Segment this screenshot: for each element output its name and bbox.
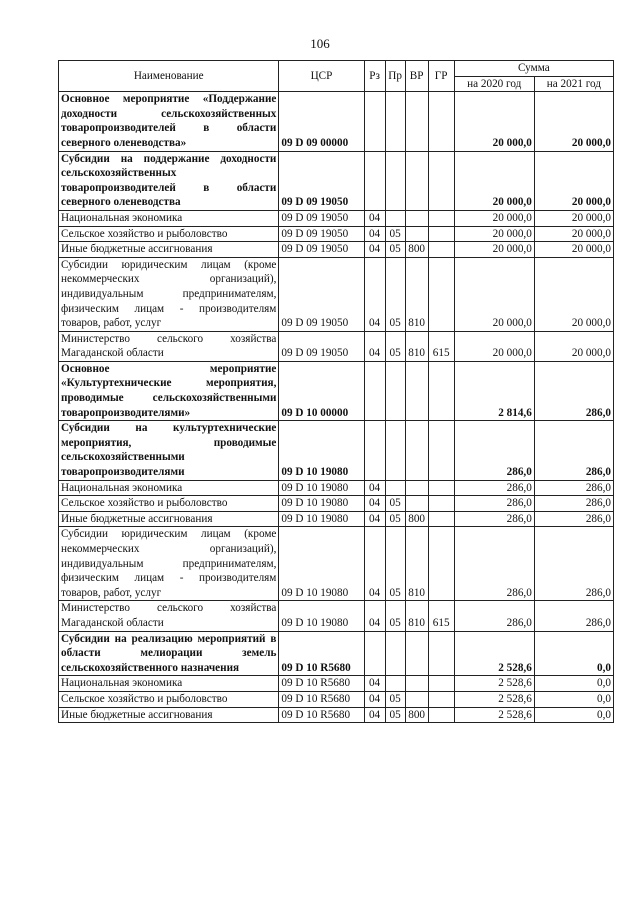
row-amount-2021: 286,0	[534, 496, 613, 512]
header-vr: ВР	[405, 61, 428, 92]
row-csr-code: 09 D 10 19080	[279, 511, 364, 527]
row-amount-2020: 20 000,0	[454, 226, 534, 242]
row-name-cell: Национальная экономика	[59, 210, 279, 226]
row-gr-code	[428, 480, 454, 496]
row-rz-code	[364, 151, 385, 210]
row-amount-2020: 20 000,0	[454, 331, 534, 361]
row-vr-code	[405, 226, 428, 242]
table-row	[59, 676, 614, 692]
row-rz-code: 04	[364, 242, 385, 258]
row-gr-code	[428, 421, 454, 480]
row-vr-code	[405, 421, 428, 480]
row-gr-code	[428, 707, 454, 723]
row-amount-2020: 2 528,6	[454, 691, 534, 707]
row-csr-code: 09 D 09 19050	[279, 151, 364, 210]
row-amount-2020: 286,0	[454, 421, 534, 480]
table-row	[59, 151, 614, 210]
table-row	[59, 601, 614, 631]
row-gr-code	[428, 210, 454, 226]
row-gr-code: 615	[428, 601, 454, 631]
header-sum: Сумма	[454, 61, 613, 77]
row-name-cell: Субсидии на культуртехнические мероприятия, проводимые сельскохозяйственными товаропроизводителями	[59, 421, 279, 480]
row-name-cell: Иные бюджетные ассигнования	[59, 707, 279, 723]
row-vr-code: 810	[405, 331, 428, 361]
row-vr-code: 810	[405, 601, 428, 631]
header-year-2020: на 2020 год	[454, 76, 534, 92]
row-amount-2020: 20 000,0	[454, 242, 534, 258]
row-amount-2020: 20 000,0	[454, 257, 534, 331]
row-csr-code: 09 D 10 19080	[279, 480, 364, 496]
row-csr-code: 09 D 10 00000	[279, 361, 364, 420]
row-rz-code	[364, 92, 385, 151]
row-csr-code: 09 D 09 19050	[279, 242, 364, 258]
row-amount-2021: 20 000,0	[534, 226, 613, 242]
row-amount-2020: 2 528,6	[454, 631, 534, 676]
row-vr-code	[405, 480, 428, 496]
row-vr-code: 810	[405, 527, 428, 601]
row-rz-code: 04	[364, 210, 385, 226]
row-gr-code	[428, 257, 454, 331]
row-csr-code: 09 D 09 19050	[279, 257, 364, 331]
header-year-2021: на 2021 год	[534, 76, 613, 92]
header-gr: ГР	[428, 61, 454, 92]
row-pr-code: 05	[385, 511, 405, 527]
row-amount-2020: 286,0	[454, 511, 534, 527]
row-gr-code	[428, 527, 454, 601]
table-row	[59, 511, 614, 527]
row-amount-2021: 286,0	[534, 480, 613, 496]
row-amount-2020: 286,0	[454, 480, 534, 496]
table-row	[59, 242, 614, 258]
row-rz-code: 04	[364, 676, 385, 692]
row-name-cell: Основное мероприятие «Поддержание доходности сельскохозяйственных товаропроизводителей в области северного оленеводства»	[59, 92, 279, 151]
row-gr-code	[428, 676, 454, 692]
row-name-cell: Сельское хозяйство и рыболовство	[59, 691, 279, 707]
row-vr-code	[405, 92, 428, 151]
table-row	[59, 257, 614, 331]
row-gr-code	[428, 92, 454, 151]
row-gr-code	[428, 226, 454, 242]
row-vr-code	[405, 496, 428, 512]
row-name-cell: Министерство сельского хозяйства Магаданской области	[59, 601, 279, 631]
row-pr-code: 05	[385, 707, 405, 723]
row-pr-code	[385, 92, 405, 151]
row-amount-2021: 20 000,0	[534, 331, 613, 361]
row-amount-2020: 20 000,0	[454, 92, 534, 151]
table-row	[59, 226, 614, 242]
row-gr-code	[428, 496, 454, 512]
row-amount-2021: 20 000,0	[534, 210, 613, 226]
row-amount-2021: 286,0	[534, 421, 613, 480]
row-amount-2021: 20 000,0	[534, 242, 613, 258]
row-name-cell: Основное мероприятие «Культуртехнические мероприятия, проводимые сельскохозяйственными товаропроизводителями»	[59, 361, 279, 420]
row-csr-code: 09 D 10 R5680	[279, 676, 364, 692]
row-amount-2021: 0,0	[534, 691, 613, 707]
row-rz-code: 04	[364, 496, 385, 512]
row-vr-code	[405, 691, 428, 707]
row-vr-code: 800	[405, 242, 428, 258]
row-rz-code: 04	[364, 691, 385, 707]
row-vr-code	[405, 210, 428, 226]
row-amount-2021: 0,0	[534, 676, 613, 692]
row-name-cell: Министерство сельского хозяйства Магаданской области	[59, 331, 279, 361]
row-amount-2021: 286,0	[534, 527, 613, 601]
page-number: 106	[310, 36, 330, 51]
row-pr-code: 05	[385, 601, 405, 631]
row-csr-code: 09 D 10 19080	[279, 601, 364, 631]
row-amount-2021: 0,0	[534, 707, 613, 723]
row-amount-2020: 286,0	[454, 496, 534, 512]
row-name-cell: Сельское хозяйство и рыболовство	[59, 226, 279, 242]
row-pr-code	[385, 676, 405, 692]
row-rz-code: 04	[364, 331, 385, 361]
table-row	[59, 92, 614, 151]
table-row	[59, 331, 614, 361]
row-rz-code: 04	[364, 226, 385, 242]
header-pr: Пр	[385, 61, 405, 92]
row-csr-code: 09 D 09 19050	[279, 210, 364, 226]
row-gr-code	[428, 691, 454, 707]
row-amount-2020: 20 000,0	[454, 210, 534, 226]
row-pr-code: 05	[385, 496, 405, 512]
row-amount-2020: 286,0	[454, 601, 534, 631]
row-rz-code	[364, 421, 385, 480]
table-row	[59, 631, 614, 676]
row-csr-code: 09 D 10 R5680	[279, 691, 364, 707]
row-pr-code: 05	[385, 226, 405, 242]
header-name: Наименование	[59, 61, 279, 92]
row-amount-2020: 2 528,6	[454, 676, 534, 692]
row-name-cell: Иные бюджетные ассигнования	[59, 511, 279, 527]
row-amount-2020: 2 528,6	[454, 707, 534, 723]
row-csr-code: 09 D 09 00000	[279, 92, 364, 151]
row-rz-code	[364, 361, 385, 420]
row-csr-code: 09 D 10 19080	[279, 496, 364, 512]
row-name-cell: Сельское хозяйство и рыболовство	[59, 496, 279, 512]
row-rz-code: 04	[364, 527, 385, 601]
row-pr-code	[385, 151, 405, 210]
row-csr-code: 09 D 10 19080	[279, 421, 364, 480]
row-csr-code: 09 D 10 R5680	[279, 707, 364, 723]
row-pr-code	[385, 421, 405, 480]
row-pr-code	[385, 361, 405, 420]
row-gr-code	[428, 361, 454, 420]
row-pr-code: 05	[385, 331, 405, 361]
row-gr-code: 615	[428, 331, 454, 361]
row-pr-code	[385, 631, 405, 676]
row-rz-code: 04	[364, 601, 385, 631]
row-vr-code	[405, 631, 428, 676]
row-csr-code: 09 D 09 19050	[279, 331, 364, 361]
table-row	[59, 496, 614, 512]
row-vr-code	[405, 676, 428, 692]
row-name-cell: Иные бюджетные ассигнования	[59, 242, 279, 258]
row-amount-2021: 286,0	[534, 511, 613, 527]
row-amount-2021: 286,0	[534, 601, 613, 631]
table-body	[59, 92, 614, 723]
row-amount-2020: 286,0	[454, 527, 534, 601]
row-gr-code	[428, 242, 454, 258]
row-csr-code: 09 D 10 19080	[279, 527, 364, 601]
table-row	[59, 361, 614, 420]
row-amount-2020: 20 000,0	[454, 151, 534, 210]
row-vr-code: 800	[405, 707, 428, 723]
row-gr-code	[428, 631, 454, 676]
row-rz-code: 04	[364, 257, 385, 331]
row-gr-code	[428, 151, 454, 210]
header-csr: ЦСР	[279, 61, 364, 92]
row-name-cell: Национальная экономика	[59, 480, 279, 496]
row-pr-code: 05	[385, 527, 405, 601]
row-rz-code: 04	[364, 707, 385, 723]
row-vr-code	[405, 151, 428, 210]
row-name-cell: Субсидии юридическим лицам (кроме некоммерческих организаций), индивидуальным предпринимателям, физическим лицам - производителям товаров, работ, услуг	[59, 257, 279, 331]
budget-table	[58, 60, 614, 723]
table-header	[59, 61, 614, 92]
row-rz-code: 04	[364, 480, 385, 496]
row-amount-2021: 20 000,0	[534, 151, 613, 210]
table-row	[59, 691, 614, 707]
row-csr-code: 09 D 09 19050	[279, 226, 364, 242]
row-pr-code	[385, 210, 405, 226]
row-vr-code: 800	[405, 511, 428, 527]
table-row	[59, 210, 614, 226]
row-pr-code	[385, 480, 405, 496]
table-row	[59, 421, 614, 480]
table-row	[59, 527, 614, 601]
table-row	[59, 480, 614, 496]
row-pr-code: 05	[385, 257, 405, 331]
row-rz-code: 04	[364, 511, 385, 527]
row-amount-2021: 20 000,0	[534, 257, 613, 331]
row-csr-code: 09 D 10 R5680	[279, 631, 364, 676]
row-name-cell: Субсидии на поддержание доходности сельскохозяйственных товаропроизводителей в области северного оленеводства	[59, 151, 279, 210]
header-rz: Рз	[364, 61, 385, 92]
row-pr-code: 05	[385, 691, 405, 707]
table-row	[59, 707, 614, 723]
row-vr-code	[405, 361, 428, 420]
row-gr-code	[428, 511, 454, 527]
row-vr-code: 810	[405, 257, 428, 331]
row-amount-2020: 2 814,6	[454, 361, 534, 420]
row-rz-code	[364, 631, 385, 676]
row-pr-code: 05	[385, 242, 405, 258]
row-name-cell: Субсидии на реализацию мероприятий в области мелиорации земель сельскохозяйственного назначения	[59, 631, 279, 676]
row-amount-2021: 20 000,0	[534, 92, 613, 151]
row-amount-2021: 286,0	[534, 361, 613, 420]
row-name-cell: Национальная экономика	[59, 676, 279, 692]
row-amount-2021: 0,0	[534, 631, 613, 676]
row-name-cell: Субсидии юридическим лицам (кроме некоммерческих организаций), индивидуальным предпринимателям, физическим лицам - производителям товаров, работ, услуг	[59, 527, 279, 601]
